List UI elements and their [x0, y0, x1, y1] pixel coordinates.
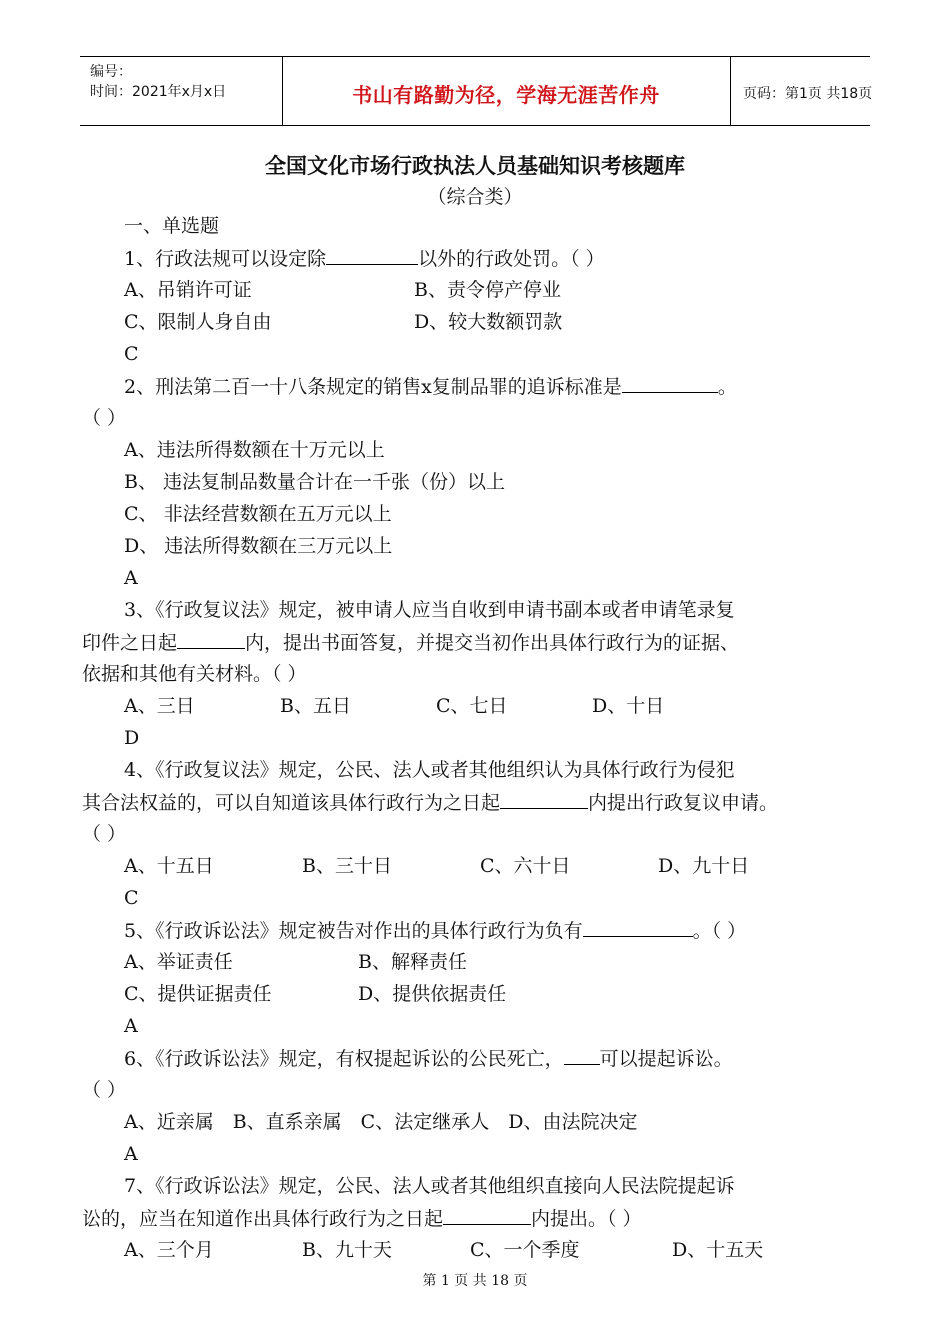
answer-blank — [583, 918, 693, 937]
answer-blank — [326, 246, 418, 265]
q6-options: A、近亲属 B、直系亲属 C、法定继承人 D、由法院决定 — [124, 1111, 638, 1133]
q2-option-c: C、 非法经营数额在五万元以上 — [124, 503, 392, 525]
answer-blank — [622, 374, 718, 393]
question-6: 6、《行政诉讼法》规定，有权提起诉讼的公民死亡， 可以提起诉讼。 — [124, 1048, 733, 1070]
answer-blank — [443, 1206, 531, 1225]
question-7-line-2: 讼的，应当在知道作出具体行政行为之日起 内提出。（ ） — [82, 1208, 642, 1230]
q5-option-c: C、提供证据责任 — [124, 983, 272, 1005]
answer-blank — [500, 790, 588, 809]
page-subtitle: （综合类） — [427, 186, 523, 208]
question-3-line-3: 依据和其他有关材料。（ ） — [82, 663, 307, 685]
q2-option-b: B、 违法复制品数量合计在一千张（份）以上 — [124, 471, 506, 493]
q4-option-b: B、三十日 — [302, 855, 392, 877]
q1-option-c: C、限制人身自由 — [124, 311, 272, 333]
q4-option-d: D、九十日 — [658, 855, 750, 877]
question-2: 2、刑法第二百一十八条规定的销售x复制品罪的追诉标准是 。 — [124, 376, 737, 398]
question-4-line-1: 4、《行政复议法》规定，公民、法人或者其他组织认为具体行政行为侵犯 — [124, 759, 735, 781]
q3-option-d: D、十日 — [592, 695, 665, 717]
q3-answer: D — [124, 727, 140, 749]
question-1: 1、行政法规可以设定除 以外的行政处罚。（ ） — [124, 248, 605, 270]
q1-answer: C — [124, 343, 139, 365]
page-footer: 第 1 页 共 18 页 — [422, 1273, 528, 1289]
question-5: 5、《行政诉讼法》规定被告对作出的具体行政行为负有 。（ ） — [124, 920, 747, 942]
q3-option-c: C、七日 — [436, 695, 508, 717]
q7-option-c: C、一个季度 — [470, 1239, 580, 1261]
q1-option-d: D、较大数额罚款 — [414, 311, 563, 333]
document-header — [80, 56, 873, 126]
q1-option-a: A、吊销许可证 — [124, 279, 252, 301]
q4-option-a: A、十五日 — [124, 855, 214, 877]
q2-option-a: A、违法所得数额在十万元以上 — [124, 439, 385, 461]
q6-answer: A — [124, 1143, 138, 1165]
q5-option-d: D、提供依据责任 — [358, 983, 507, 1005]
question-7-line-1: 7、《行政诉讼法》规定，公民、法人或者其他组织直接向人民法院提起诉 — [124, 1175, 735, 1197]
header-page-cell — [731, 57, 873, 125]
q5-option-a: A、举证责任 — [124, 951, 233, 973]
time-label: 时间：2021年x月x日 — [90, 84, 227, 100]
q5-option-b: B、解释责任 — [358, 951, 467, 973]
question-4-line-2: 其合法权益的，可以自知道该具体行政行为之日起 内提出行政复议申请。 — [82, 792, 779, 814]
question-6-cont: （ ） — [82, 1079, 127, 1101]
q4-option-c: C、六十日 — [480, 855, 571, 877]
q3-option-a: A、三日 — [124, 695, 195, 717]
q1-option-b: B、责令停产停业 — [414, 279, 561, 301]
question-3-line-1: 3、《行政复议法》规定，被申请人应当自收到申请书副本或者申请笔录复 — [124, 599, 735, 621]
header-page-label: 页码：第1页 共18页 — [743, 86, 873, 102]
answer-blank — [564, 1046, 600, 1065]
question-3-line-2: 印件之日起 内，提出书面答复，并提交当初作出具体行政行为的证据、 — [82, 632, 740, 654]
answer-blank — [177, 630, 245, 649]
number-label: 编号： — [90, 64, 132, 80]
q2-answer: A — [124, 567, 138, 589]
q7-option-d: D、十五天 — [672, 1239, 764, 1261]
q7-option-b: B、九十天 — [302, 1239, 392, 1261]
header-motto: 书山有路勤为径，学海无涯苦作舟 — [352, 83, 660, 107]
q3-option-b: B、五日 — [280, 695, 351, 717]
header-meta-cell — [80, 57, 283, 125]
question-4-line-3: （ ） — [82, 823, 127, 845]
q4-answer: C — [124, 887, 139, 909]
section-heading: 一、单选题 — [124, 215, 220, 237]
page-title: 全国文化市场行政执法人员基础知识考核题库 — [265, 154, 685, 178]
header-motto-cell — [282, 57, 731, 125]
question-2-cont: （ ） — [82, 407, 127, 429]
q2-option-d: D、 违法所得数额在三万元以上 — [124, 535, 393, 557]
q5-answer: A — [124, 1015, 138, 1037]
q7-option-a: A、三个月 — [124, 1239, 214, 1261]
